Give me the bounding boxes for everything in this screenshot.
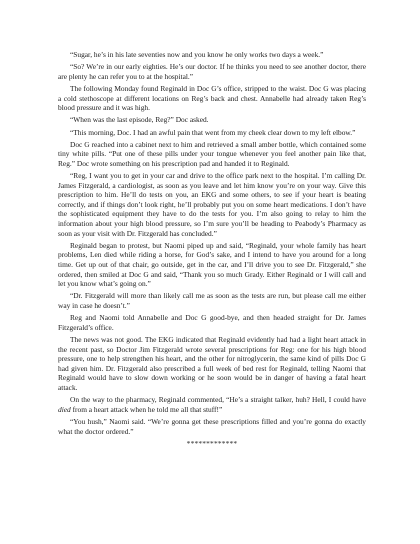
paragraph-8: Reginald began to protest, but Naomi piped up and said, “Reginald, your whole family has heart problems, Len died while riding a horse, for God’s sake, and I intend to have you around for a long time. Get up out of that chair, go outside, get in the car, and I’ll drive you to see Dr. Fitzgerald,” she ordered, then smiled at Doc G and said, “Thank you so much Grady. Either Reginald or I will call and let you know what’s going on.” [58,240,366,289]
paragraph-12 [58,395,366,414]
section-separator: ************* [186,438,238,448]
paragraph-3: The following Monday found Reginald in Doc G’s office, stripped to the waist. Doc G was placing a cold stethoscope at different locations on Reg’s back and chest. Annabelle had already taken Reg’s blood pressure and it was high. [58,83,366,113]
paragraph-12-start: On the way to the pharmacy, Reginald commented, “He’s a straight talker, huh? Hell, I could have [70,395,366,405]
paragraph-2: “So? We’re in our early eighties. He’s our doctor. If he thinks you need to see another doctor, there are plenty he can refer you to at the hospital.” [58,62,366,81]
paragraph-4: “When was the last episode, Reg?” Doc asked. [70,115,209,125]
paragraph-9: “Dr. Fitzgerald will more than likely call me as soon as the tests are run, but please call me either way in case he doesn’t.” [58,291,366,310]
paragraph-11: The news was not good. The EKG indicated that Reginald evidently had had a light heart attack in the recent past, so Doctor Jim Fitzgerald wrote several prescriptions for Reg: one for his high blood pressure, one to help strengthen his heart, and the other for nitroglycerin, the same kind of pills Doc G had given him. Dr. Fitzgerald also prescribed a full week of bed rest for Reginald, telling Naomi that Reginald would have to slow down working or he soon would be in danger of having a fatal heart attack. [58,334,366,392]
paragraph-6: Doc G reached into a cabinet next to him and retrieved a small amber bottle, which contained some tiny white pills. “Put one of these pills under your tongue whenever you feel another pain like that, Reg.” Doc wrote something on his prescription pad and handed it to Reginald. [58,139,366,168]
paragraph-12-emphasis: died [58,404,71,414]
paragraph-7: “Reg, I want you to get in your car and drive to the office park next to the hospital. I’m calling Dr. James Fitzgerald, a cardiologist, as soon as you leave and let him know you’re on your way. Give this prescription to him. He’ll do tests on you, an EKG and some others, to see if your heart is beating correctly, and if things don’t look right, he’ll probably put you on some heart medications. I don’t have the sophisticated equipment they have to do the tests for you. I’m also going to relay to him the information about your high blood pressure, so I’m sure you’ll be heading to Peabody’s Pharmacy as soon as your visit with Dr. Fitzgerald has concluded.” [58,171,366,238]
paragraph-1: “Sugar, he’s in his late seventies now and you know he only works two days a week.” [70,50,324,59]
paragraph-10: Reg and Naomi told Annabelle and Doc G good-bye, and then headed straight for Dr. James Fitzgerald’s office. [58,313,366,332]
paragraph-12-end: from a heart attack when he told me all that stuff!” [70,404,223,414]
paragraph-5: “This morning, Doc. I had an awful pain that went from my cheek clear down to my left elbow.” [70,127,356,137]
paragraph-13: “You hush,” Naomi said. “We’re gonna get these prescriptions filled and you’re gonna do exactly what the doctor ordered.” [58,416,366,436]
book-page [58,50,366,451]
